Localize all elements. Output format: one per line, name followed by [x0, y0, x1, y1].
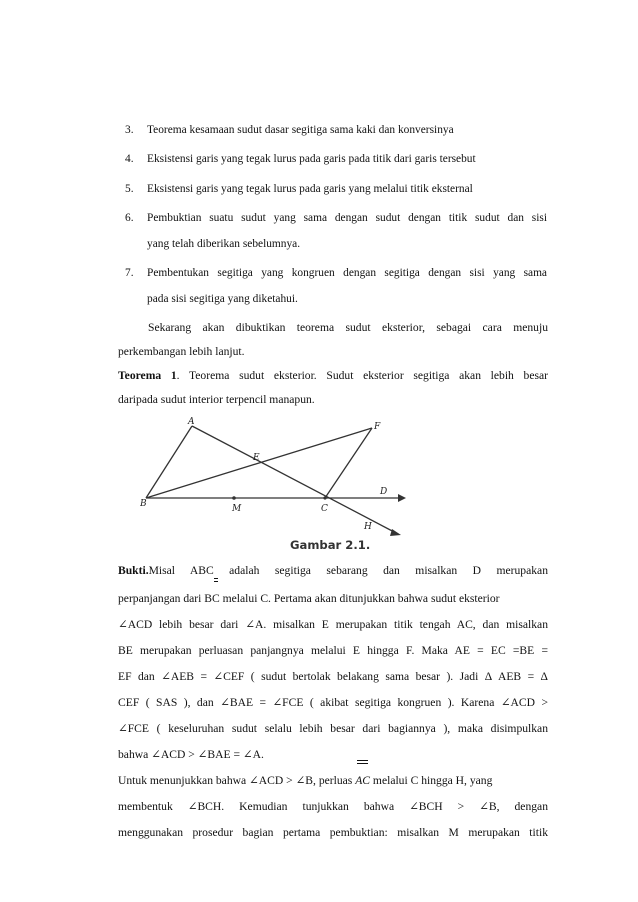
label-C: C — [321, 504, 328, 514]
list-text: Pembentukan segitiga yang kongruen dengan segitiga dengan sisi yang sama — [147, 267, 547, 279]
figure-caption: Gambar 2.1. — [290, 538, 371, 552]
label-B: B — [140, 499, 147, 509]
proof-text: melalui C. Pertama akan ditunjukkan bahwa sudut eksterior — [219, 592, 500, 605]
proof-line: CEF ( SAS ), dan ∠BAE = ∠FCE ( akibat segitiga kongruen ). Karena ∠ACD > — [118, 696, 548, 709]
list-number: 4. — [125, 153, 134, 165]
line-notation-BC: C — [212, 586, 220, 612]
proof-line: bahwa ∠ACD > ∠BAE = ∠A. — [118, 748, 264, 761]
list-number: 7. — [125, 267, 134, 279]
list-text: Eksistensi garis yang tegak lurus pada garis yang melalui titik eksternal — [147, 183, 473, 195]
point-C — [323, 496, 326, 499]
theorem-text: . Teorema sudut eksterior. Sudut eksterior segitiga akan lebih besar — [176, 369, 548, 382]
label-M: M — [232, 504, 242, 514]
theorem-line: daripada sudut interior terpencil manapun. — [118, 393, 315, 406]
label-A: A — [188, 417, 195, 427]
line-notation-AC: AC — [355, 768, 370, 794]
theorem-label: Teorema 1 — [118, 369, 177, 382]
proof-line: menggunakan prosedur bagian pertama pembuktian: misalkan M merupakan titik — [118, 826, 548, 839]
label-F: F — [374, 422, 381, 432]
proof-line: ∠FCE ( keseluruhan sudut selalu lebih besar dari bagiannya ), maka disimpulkan — [118, 722, 548, 735]
line-AH — [192, 426, 398, 534]
proof-line: EF dan ∠AEB = ∠CEF ( sudut bertolak belakang sama besar ). Jadi Δ AEB = Δ — [118, 670, 548, 683]
proof-line: ∠ACD lebih besar dari ∠A. misalkan E merupakan titik tengah AC, dan misalkan — [118, 618, 548, 631]
arrow-D — [398, 494, 406, 502]
list-text-continued: pada sisi segitiga yang diketahui. — [147, 293, 298, 305]
figure-2-1 — [140, 414, 410, 554]
list-text: Pembuktian suatu sudut yang sama dengan sudut dengan titik sudut dan sisi — [147, 212, 547, 224]
segment-BA — [146, 426, 192, 498]
proof-text: perpanjangan dari B — [118, 592, 213, 605]
list-number: 5. — [125, 183, 134, 195]
proof-line — [118, 768, 548, 794]
label-E: E — [253, 453, 260, 463]
list-text: Teorema kesamaan sudut dasar segitiga sama kaki dan konversinya — [147, 124, 454, 136]
proof-line — [118, 586, 548, 612]
intro-line: perkembangan lebih lanjut. — [118, 345, 245, 358]
theorem-line — [118, 364, 548, 388]
label-H: H — [364, 522, 372, 532]
proof-line: membentuk ∠BCH. Kemudian tunjukkan bahwa ∠BCH > ∠B, dengan — [118, 800, 548, 813]
proof-line: BE merupakan perluasan panjangnya melalui E hingga F. Maka AE = EC =BE = — [118, 644, 548, 657]
proof-text: melalui C hingga H, yang — [370, 774, 493, 787]
segment-BF — [146, 428, 372, 498]
list-text-continued: yang telah diberikan sebelumnya. — [147, 238, 301, 250]
list-number: 3. — [125, 124, 134, 136]
list-number: 6. — [125, 212, 134, 224]
list-text: Eksistensi garis yang tegak lurus pada garis pada titik dari garis tersebut — [147, 153, 476, 165]
proof-text: Misal ABC adalah segitiga sebarang dan misalkan D merupakan — [148, 564, 548, 577]
proof-label: Bukti. — [118, 564, 149, 577]
proof-text: Untuk menunjukkan bahwa ∠ACD > ∠B, perluas — [118, 774, 356, 787]
proof-line — [118, 558, 548, 584]
intro-line: Sekarang akan dibuktikan teorema sudut eksterior, sebagai cara menuju — [148, 321, 548, 334]
label-D: D — [380, 487, 388, 497]
geometry-diagram — [140, 414, 410, 554]
segment-CF — [325, 428, 372, 498]
point-M — [232, 496, 236, 500]
